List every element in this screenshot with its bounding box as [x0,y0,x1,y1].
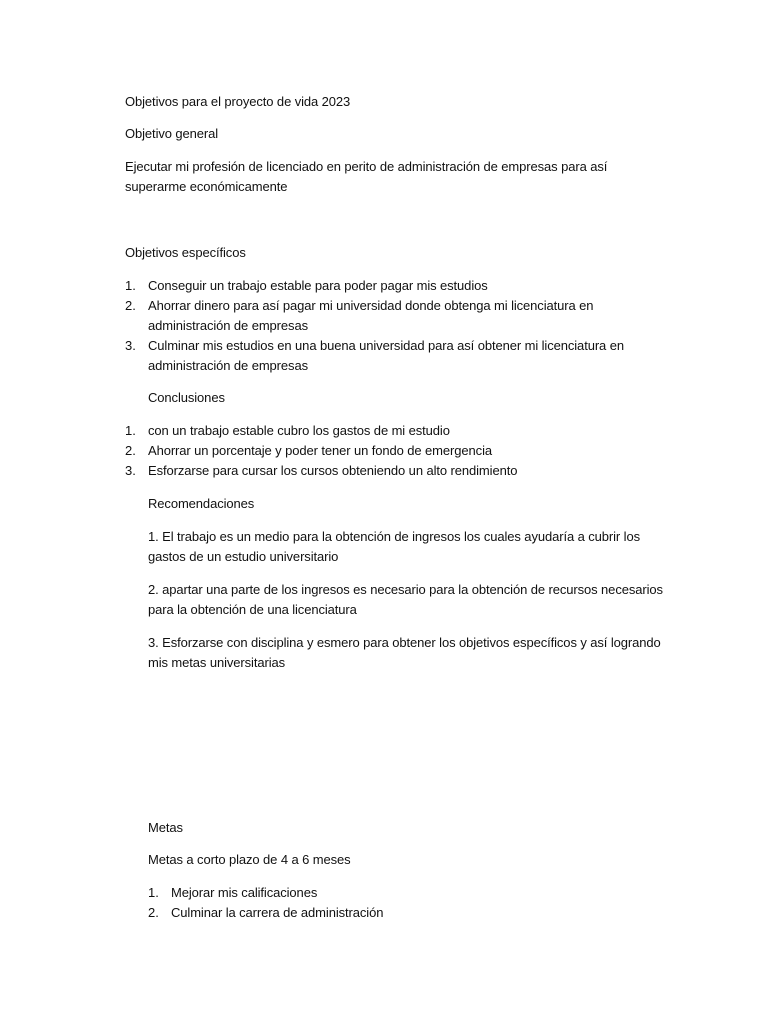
specific-objectives-heading: Objetivos específicos [125,245,246,260]
list-item-continuation: administración de empresas [148,318,308,333]
recommendation-line: para la obtención de una licenciatura [148,602,357,617]
list-item: Ahorrar un porcentaje y poder tener un fondo de emergencia [148,443,492,458]
recommendation-line: gastos de un estudio universitario [148,549,339,564]
list-item-number: 1. [148,885,159,900]
list-item: Culminar la carrera de administración [171,905,384,920]
recommendation-line: 3. Esforzarse con disciplina y esmero para obtener los objetivos específicos y así logrando [148,635,661,650]
document-title: Objetivos para el proyecto de vida 2023 [125,94,351,109]
list-item-number: 2. [125,298,136,313]
general-objective-text-line: Ejecutar mi profesión de licenciado en perito de administración de empresas para así [125,159,608,174]
list-item: Esforzarse para cursar los cursos obteniendo un alto rendimiento [148,463,518,478]
list-item-number: 3. [125,463,136,478]
list-item: Ahorrar dinero para así pagar mi universidad donde obtenga mi licenciatura en [148,298,594,313]
list-item-continuation: administración de empresas [148,358,308,373]
list-item-number: 2. [148,905,159,920]
short-term-goals-heading: Metas a corto plazo de 4 a 6 meses [148,852,351,867]
list-item: Mejorar mis calificaciones [171,885,318,900]
list-item-number: 2. [125,443,136,458]
recommendations-heading: Recomendaciones [148,496,255,511]
recommendation-line: mis metas universitarias [148,655,286,670]
list-item: con un trabajo estable cubro los gastos de mi estudio [148,423,450,438]
list-item-number: 1. [125,278,136,293]
goals-heading: Metas [148,820,183,835]
list-item: Culminar mis estudios en una buena universidad para así obtener mi licenciatura en [148,338,624,353]
list-item-number: 1. [125,423,136,438]
general-objective-text-line: superarme económicamente [125,179,288,194]
conclusions-heading: Conclusiones [148,390,225,405]
general-objective-heading: Objetivo general [125,126,219,141]
list-item-number: 3. [125,338,136,353]
recommendation-line: 1. El trabajo es un medio para la obtención de ingresos los cuales ayudaría a cubrir los [148,529,640,544]
recommendation-line: 2. apartar una parte de los ingresos es necesario para la obtención de recursos necesarios [148,582,663,597]
list-item: Conseguir un trabajo estable para poder pagar mis estudios [148,278,488,293]
